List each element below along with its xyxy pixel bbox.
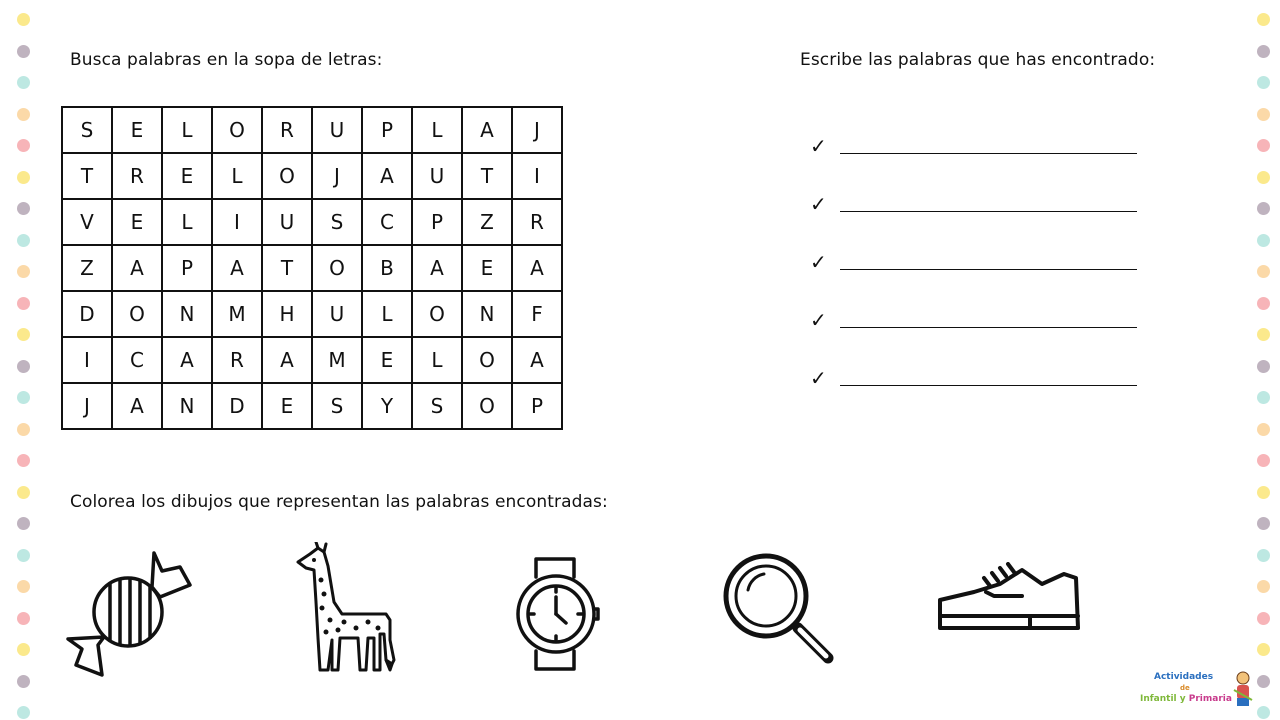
border-dot: [1257, 612, 1270, 625]
grid-row: [62, 199, 562, 245]
grid-row: [62, 153, 562, 199]
border-dot: [1257, 297, 1270, 310]
border-dot: [1257, 234, 1270, 247]
grid-cell: C: [362, 199, 412, 245]
border-dot: [1257, 391, 1270, 404]
border-dot: [17, 517, 30, 530]
watch-icon: [512, 555, 604, 673]
border-dot: [17, 202, 30, 215]
answer-row: [810, 364, 1140, 394]
grid-cell: A: [212, 245, 262, 291]
answer-row: [810, 248, 1140, 278]
grid-cell: P: [412, 199, 462, 245]
left-dot-border: [17, 0, 31, 720]
border-dot: [17, 45, 30, 58]
grid-cell: O: [262, 153, 312, 199]
border-dot: [17, 549, 30, 562]
grid-cell: R: [112, 153, 162, 199]
check-icon: ✓: [810, 250, 827, 274]
grid-cell: Z: [62, 245, 112, 291]
grid-cell: S: [312, 199, 362, 245]
border-dot: [1257, 45, 1270, 58]
border-dot: [1257, 549, 1270, 562]
grid-cell: O: [462, 337, 512, 383]
border-dot: [1257, 171, 1270, 184]
check-icon: ✓: [810, 192, 827, 216]
grid-row: [62, 107, 562, 153]
grid-cell: J: [512, 107, 562, 153]
grid-cell: O: [412, 291, 462, 337]
grid-cell: J: [62, 383, 112, 429]
grid-cell: U: [262, 199, 312, 245]
logo-line-1: Actividades: [1154, 672, 1214, 682]
border-dot: [17, 675, 30, 688]
grid-cell: U: [312, 107, 362, 153]
grid-cell: L: [412, 107, 462, 153]
border-dot: [17, 580, 30, 593]
border-dot: [17, 265, 30, 278]
grid-row: [62, 383, 562, 429]
grid-cell: P: [362, 107, 412, 153]
grid-row: [62, 291, 562, 337]
grid-cell: E: [162, 153, 212, 199]
check-icon: ✓: [810, 134, 827, 158]
border-dot: [17, 234, 30, 247]
grid-cell: L: [162, 107, 212, 153]
grid-cell: T: [462, 153, 512, 199]
grid-cell: S: [312, 383, 362, 429]
candy-icon: [62, 545, 198, 679]
border-dot: [17, 486, 30, 499]
grid-cell: S: [412, 383, 462, 429]
grid-cell: I: [512, 153, 562, 199]
border-dot: [17, 13, 30, 26]
grid-cell: R: [212, 337, 262, 383]
border-dot: [17, 76, 30, 89]
border-dot: [17, 423, 30, 436]
giraffe-icon: [294, 542, 400, 676]
answer-line[interactable]: [840, 269, 1137, 270]
grid-cell: P: [512, 383, 562, 429]
grid-cell: E: [462, 245, 512, 291]
grid-cell: O: [212, 107, 262, 153]
grid-cell: D: [62, 291, 112, 337]
grid-cell: A: [112, 245, 162, 291]
border-dot: [1257, 139, 1270, 152]
border-dot: [1257, 108, 1270, 121]
grid-cell: O: [112, 291, 162, 337]
logo-line-3b: Primaria: [1188, 694, 1232, 704]
border-dot: [1257, 643, 1270, 656]
grid-row: [62, 245, 562, 291]
border-dot: [17, 706, 30, 719]
grid-cell: A: [512, 245, 562, 291]
border-dot: [1257, 486, 1270, 499]
border-dot: [17, 297, 30, 310]
grid-cell: H: [262, 291, 312, 337]
grid-cell: M: [312, 337, 362, 383]
border-dot: [1257, 13, 1270, 26]
answer-row: [810, 306, 1140, 336]
grid-cell: C: [112, 337, 162, 383]
grid-cell: A: [112, 383, 162, 429]
logo-line-3a: Infantil y: [1140, 694, 1189, 704]
grid-cell: V: [62, 199, 112, 245]
grid-cell: E: [112, 199, 162, 245]
border-dot: [17, 454, 30, 467]
border-dot: [1257, 76, 1270, 89]
border-dot: [17, 108, 30, 121]
border-dot: [1257, 580, 1270, 593]
border-dot: [17, 612, 30, 625]
logo-line-2: de: [1180, 684, 1190, 692]
grid-cell: P: [162, 245, 212, 291]
border-dot: [1257, 675, 1270, 688]
grid-cell: U: [412, 153, 462, 199]
grid-cell: E: [262, 383, 312, 429]
grid-cell: N: [162, 383, 212, 429]
border-dot: [1257, 202, 1270, 215]
grid-cell: O: [462, 383, 512, 429]
grid-cell: A: [512, 337, 562, 383]
border-dot: [17, 328, 30, 341]
site-logo: [1136, 668, 1256, 712]
border-dot: [17, 391, 30, 404]
grid-cell: E: [112, 107, 162, 153]
instruction-search: Busca palabras en la sopa de letras:: [70, 50, 383, 70]
shoe-icon: [934, 562, 1084, 636]
grid-row: [62, 337, 562, 383]
grid-cell: U: [312, 291, 362, 337]
answer-row: [810, 190, 1140, 220]
border-dot: [1257, 328, 1270, 341]
grid-cell: D: [212, 383, 262, 429]
grid-cell: I: [62, 337, 112, 383]
grid-cell: A: [362, 153, 412, 199]
grid-cell: L: [162, 199, 212, 245]
grid-cell: A: [412, 245, 462, 291]
border-dot: [17, 139, 30, 152]
grid-cell: E: [362, 337, 412, 383]
grid-cell: O: [312, 245, 362, 291]
check-icon: ✓: [810, 308, 827, 332]
grid-cell: Z: [462, 199, 512, 245]
border-dot: [1257, 454, 1270, 467]
grid-cell: N: [462, 291, 512, 337]
border-dot: [17, 643, 30, 656]
grid-cell: F: [512, 291, 562, 337]
instruction-color: Colorea los dibujos que representan las palabras encontradas:: [70, 492, 608, 512]
border-dot: [1257, 265, 1270, 278]
border-dot: [17, 360, 30, 373]
grid-cell: A: [462, 107, 512, 153]
answer-row: [810, 132, 1140, 162]
answer-line[interactable]: [840, 327, 1137, 328]
mascot-icon: [1232, 670, 1254, 708]
answer-line[interactable]: [840, 153, 1137, 154]
grid-cell: B: [362, 245, 412, 291]
grid-cell: A: [262, 337, 312, 383]
grid-cell: L: [412, 337, 462, 383]
right-dot-border: [1257, 0, 1271, 720]
grid-cell: Y: [362, 383, 412, 429]
grid-cell: M: [212, 291, 262, 337]
answer-line[interactable]: [840, 385, 1137, 386]
border-dot: [1257, 517, 1270, 530]
grid-cell: R: [512, 199, 562, 245]
border-dot: [1257, 360, 1270, 373]
grid-cell: I: [212, 199, 262, 245]
grid-cell: L: [362, 291, 412, 337]
grid-cell: N: [162, 291, 212, 337]
border-dot: [1257, 423, 1270, 436]
magnifier-icon: [720, 550, 840, 670]
grid-cell: T: [62, 153, 112, 199]
instruction-write: Escribe las palabras que has encontrado:: [800, 50, 1156, 70]
grid-cell: L: [212, 153, 262, 199]
grid-cell: J: [312, 153, 362, 199]
grid-cell: S: [62, 107, 112, 153]
logo-line-3: [1140, 694, 1232, 704]
check-icon: ✓: [810, 366, 827, 390]
grid-cell: A: [162, 337, 212, 383]
border-dot: [17, 171, 30, 184]
border-dot: [1257, 706, 1270, 719]
grid-cell: T: [262, 245, 312, 291]
answer-line[interactable]: [840, 211, 1137, 212]
word-search-grid: [61, 106, 563, 430]
grid-cell: R: [262, 107, 312, 153]
